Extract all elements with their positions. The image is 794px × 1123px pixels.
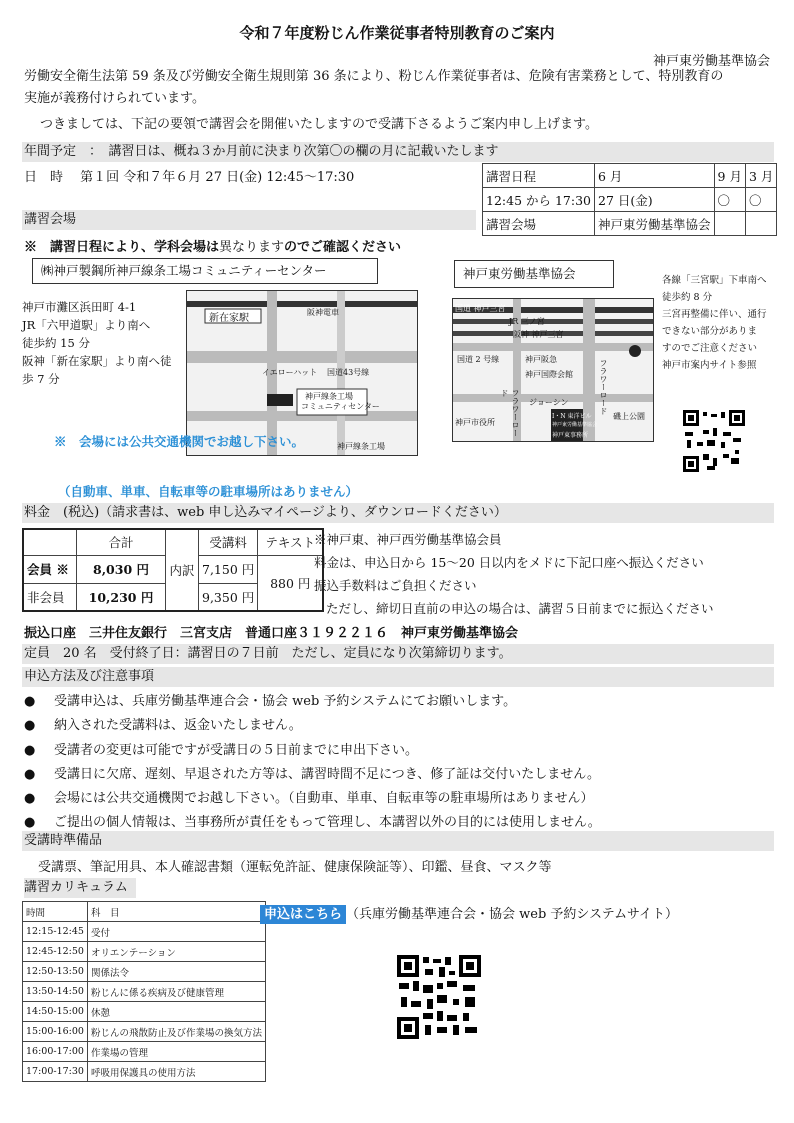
datetime-row bbox=[24, 166, 354, 185]
map-label: フラワーロード bbox=[500, 389, 520, 437]
bullet-item bbox=[24, 787, 594, 806]
curriculum-subject: 受付 bbox=[87, 922, 265, 942]
map-label: 阪神電車 bbox=[307, 308, 339, 317]
venue-note bbox=[24, 236, 401, 255]
venue-note-part: のでご確認ください bbox=[284, 240, 402, 255]
venue2-name: 神戸東労働基準協会 bbox=[454, 260, 614, 288]
curriculum-time: 15:00-16:00 bbox=[23, 1022, 88, 1042]
bullet-text: ご提出の個人情報は、当事務所が責任をもって管理し、本講習以外の目的には使用しません。 bbox=[54, 815, 601, 830]
venue-note-mark: ※ bbox=[24, 240, 51, 255]
annual-schedule-band: 年間予定 ： 講習日は、概ね３か月前に決まり次第〇の欄の月に記載いたします bbox=[22, 142, 774, 162]
map-label: イエローハット bbox=[262, 368, 318, 377]
bullet-item bbox=[24, 690, 516, 709]
map-label: 神戸線条工場 bbox=[305, 392, 353, 401]
venue2-note bbox=[662, 272, 767, 374]
map-label: 新在家駅 bbox=[209, 313, 249, 324]
schedule-cell: 6 月 bbox=[595, 164, 715, 188]
venue1-access-line: 歩 7 分 bbox=[22, 372, 60, 386]
venue1-access-line: 徒歩約 15 分 bbox=[22, 336, 90, 350]
curriculum-time: 14:50-15:00 bbox=[23, 1002, 88, 1022]
bullet-icon: ● bbox=[24, 791, 36, 806]
fee-note-line: ※神戸東、神戸西労働基準協会員 bbox=[314, 532, 502, 547]
bullet-icon: ● bbox=[24, 743, 36, 758]
fee-note-line: 振込手数料はご負担ください bbox=[314, 578, 477, 593]
items-list: 受講票、筆記用具、本人確認書類（運転免許証、健康保険証等）、印鑑、昼食、マスク等 bbox=[38, 860, 552, 875]
bullet-icon: ● bbox=[24, 767, 36, 782]
curriculum-heading: 講習カリキュラム bbox=[24, 878, 136, 898]
venue2-note-line: 三宮再整備に伴い、通行 bbox=[662, 309, 767, 320]
venue-heading: 講習会場 bbox=[22, 210, 476, 230]
fee-header-total: 合計 bbox=[77, 529, 166, 555]
qr-code-venue2[interactable] bbox=[683, 410, 745, 472]
method-heading: 申込方法及び注意事項 bbox=[22, 667, 774, 687]
qr-code-apply[interactable] bbox=[397, 955, 481, 1039]
fee-notes bbox=[314, 528, 714, 620]
map-label: 神戸東労働基準協会 bbox=[552, 422, 598, 428]
intro-line-3: つきましては、下記の要領で講習会を開催いたしますので受講下さるようご案内申し上げます。 bbox=[40, 117, 598, 132]
fee-band: 料金 (税込)（請求書は、web 申し込みマイページより、ダウンロードください） bbox=[22, 503, 774, 523]
items-heading: 受講時準備品 bbox=[22, 831, 774, 851]
venue2-note-line: 各線「三宮駅」下車南へ bbox=[662, 275, 767, 286]
curriculum-subject: 関係法令 bbox=[87, 962, 265, 982]
apply-row bbox=[260, 903, 678, 922]
map-label: 国道43号線 bbox=[327, 368, 370, 377]
curriculum-subject: 休憩 bbox=[87, 1002, 265, 1022]
venue2-note-line: 徒歩約 8 分 bbox=[662, 292, 713, 303]
bullet-text: 受講者の変更は可能ですが受講日の５日前までに申出下さい。 bbox=[54, 743, 419, 758]
schedule-cell: 〇 bbox=[745, 188, 776, 212]
apply-desc: （兵庫労働基準連合会・協会 web 予約システムサイト） bbox=[346, 907, 678, 922]
map-label: 神戸国際会館 bbox=[525, 370, 573, 379]
fee-header-uchiwake: 内訳 bbox=[166, 529, 199, 611]
curriculum-subject: オリエンテーション bbox=[87, 942, 265, 962]
fee-note-line: 料金は、申込日から 15～20 日以内をメドに下記口座へ振込ください bbox=[314, 555, 704, 570]
schedule-cell: 〇 bbox=[714, 188, 745, 212]
map-label: 阪神 神戸三宮 bbox=[513, 330, 564, 339]
apply-link[interactable]: 申込はこちら bbox=[260, 905, 346, 924]
transport-note-2: （自動車、単車、自転車等の駐車場所はありません） bbox=[58, 484, 359, 499]
bullet-text: 受講日に欠席、遅刻、早退された方等は、講習時間不足につき、修了証は交付いたしません。 bbox=[54, 767, 601, 782]
venue1-address: 神戸市灘区浜田町 4-1 bbox=[22, 300, 137, 314]
venue-note-part: 講習日程により、学科会場は bbox=[50, 240, 220, 255]
bullet-item bbox=[24, 714, 302, 733]
curriculum-subject: 作業場の管理 bbox=[87, 1042, 265, 1062]
fee-nonmember-total: 10,230 円 bbox=[77, 583, 166, 611]
transport-note-1: ※ 会場には公共交通機関でお越し下さい。 bbox=[54, 434, 305, 449]
schedule-cell bbox=[714, 212, 745, 236]
datetime-value: 第１回 令和７年６月 27 日(金) 12:45～17:30 bbox=[80, 170, 355, 185]
map-label: JR 三ノ宮 bbox=[509, 317, 545, 326]
curriculum-subject: 呼吸用保護具の使用方法 bbox=[87, 1062, 265, 1082]
qr-code-image bbox=[683, 410, 745, 472]
fee-header-fee: 受講料 bbox=[199, 529, 258, 555]
schedule-cell: 講習日程 bbox=[483, 164, 595, 188]
intro-line-2: 実施が義務付けられています。 bbox=[24, 91, 205, 106]
schedule-cell: 9 月 bbox=[714, 164, 745, 188]
map-label: 磯上公園 bbox=[613, 412, 645, 421]
schedule-cell: 27 日(金) bbox=[595, 188, 715, 212]
bullet-icon: ● bbox=[24, 718, 36, 733]
bullet-text: 受講申込は、兵庫労働基準連合会・協会 web 予約システムにてお願いします。 bbox=[54, 694, 517, 709]
venue1-access-line: JR「六甲道駅」より南へ bbox=[22, 318, 151, 332]
map-label: コミュニティセンター bbox=[301, 402, 380, 411]
venue2-map bbox=[452, 298, 654, 442]
bullet-icon: ● bbox=[24, 815, 36, 830]
map-label: ジョーシン bbox=[529, 398, 569, 407]
fee-table bbox=[22, 528, 324, 612]
datetime-label: 日 時 bbox=[24, 170, 64, 185]
bullet-item bbox=[24, 811, 601, 830]
bullet-item bbox=[24, 763, 600, 782]
curriculum-table bbox=[22, 901, 266, 1082]
fee-nonmember-fee: 9,350 円 bbox=[199, 583, 258, 611]
fee-member-label: 会員 ※ bbox=[23, 555, 77, 583]
curriculum-time: 17:00-17:30 bbox=[23, 1062, 88, 1082]
venue-note-part: 異なります bbox=[219, 240, 285, 255]
curriculum-time: 12:15-12:45 bbox=[23, 922, 88, 942]
bullet-icon: ● bbox=[24, 694, 36, 709]
schedule-cell: 神戸東労働基準協会 bbox=[595, 212, 715, 236]
organizer: 神戸東労働基準協会 bbox=[652, 54, 770, 69]
curriculum-subject: 粉じんの飛散防止及び作業場の換気方法 bbox=[87, 1022, 265, 1042]
fee-header-text: テキスト bbox=[258, 529, 324, 555]
map-label: I・N 東洋ビル bbox=[552, 413, 592, 420]
map-label: 国道 2 号線 bbox=[457, 355, 500, 364]
fee-cell-empty bbox=[23, 529, 77, 555]
bullet-text: 納入された受講料は、返金いたしません。 bbox=[54, 718, 302, 733]
capacity: 定員 20 名 受付終了日：講習日の７日前 ただし、定員になり次第締切ります。 bbox=[22, 644, 774, 664]
fee-nonmember-label: 非会員 bbox=[23, 583, 77, 611]
map-label: 神戸市役所 bbox=[455, 418, 495, 427]
schedule-cell: 12:45 から 17:30 bbox=[483, 188, 595, 212]
bullet-item bbox=[24, 739, 418, 758]
venue1-access-line: 阪神「新在家駅」より南へ徒 bbox=[22, 354, 172, 368]
schedule-cell: 3 月 bbox=[745, 164, 776, 188]
curriculum-time: 時間 bbox=[23, 902, 88, 922]
venue2-note-line: すのでご注意ください bbox=[662, 343, 758, 354]
fee-member-fee: 7,150 円 bbox=[199, 555, 258, 583]
bullet-text: 会場には公共交通機関でお越し下さい。（自動車、単車、自転車等の駐車場所はありません） bbox=[54, 791, 594, 806]
page-title: 令和７年度粉じん作業従事者特別教育のご案内 bbox=[239, 24, 555, 42]
schedule-table bbox=[482, 163, 777, 236]
bank-account: 振込口座 三井住友銀行 三宮支店 普通口座３１９２２１６ 神戸東労働基準協会 bbox=[24, 626, 519, 641]
curriculum-subject: 粉じんに係る疾病及び健康管理 bbox=[87, 982, 265, 1002]
qr-code-image bbox=[397, 955, 481, 1039]
curriculum-time: 16:00-17:00 bbox=[23, 1042, 88, 1062]
venue1-name: ㈱神戸製鋼所神戸線条工場コミュニティーセンター bbox=[32, 258, 378, 284]
venue1-access bbox=[22, 298, 172, 388]
venue2-note-line: できない部分がありま bbox=[662, 326, 758, 337]
fee-text-price: 880 円 bbox=[258, 555, 324, 611]
intro-line-1: 労働安全衛生法第 59 条及び労働安全衛生規則第 36 条により、粉じん作業従事者は、危険有害業務として、特別教育の bbox=[24, 69, 724, 84]
curriculum-time: 12:45-12:50 bbox=[23, 942, 88, 962]
fee-member-total: 8,030 円 bbox=[77, 555, 166, 583]
schedule-cell bbox=[745, 212, 776, 236]
venue2-note-line: 神戸市案内サイト参照 bbox=[662, 360, 757, 371]
map-label: 神戸東事務所 bbox=[552, 432, 589, 439]
curriculum-time: 12:50-13:50 bbox=[23, 962, 88, 982]
schedule-cell: 講習会場 bbox=[483, 212, 595, 236]
map-label: 神戸線条工場 bbox=[337, 442, 385, 451]
map-label: フラワーロード bbox=[599, 359, 608, 415]
map-label: 国道 神戸三宮 bbox=[455, 304, 506, 313]
map-label: 神戸阪急 bbox=[525, 355, 557, 364]
curriculum-time: 13:50-14:50 bbox=[23, 982, 88, 1002]
fee-note-line: ただし、締切日直前の申込の場合は、講習５日前までに振込ください bbox=[326, 601, 714, 616]
curriculum-subject: 科 目 bbox=[87, 902, 265, 922]
